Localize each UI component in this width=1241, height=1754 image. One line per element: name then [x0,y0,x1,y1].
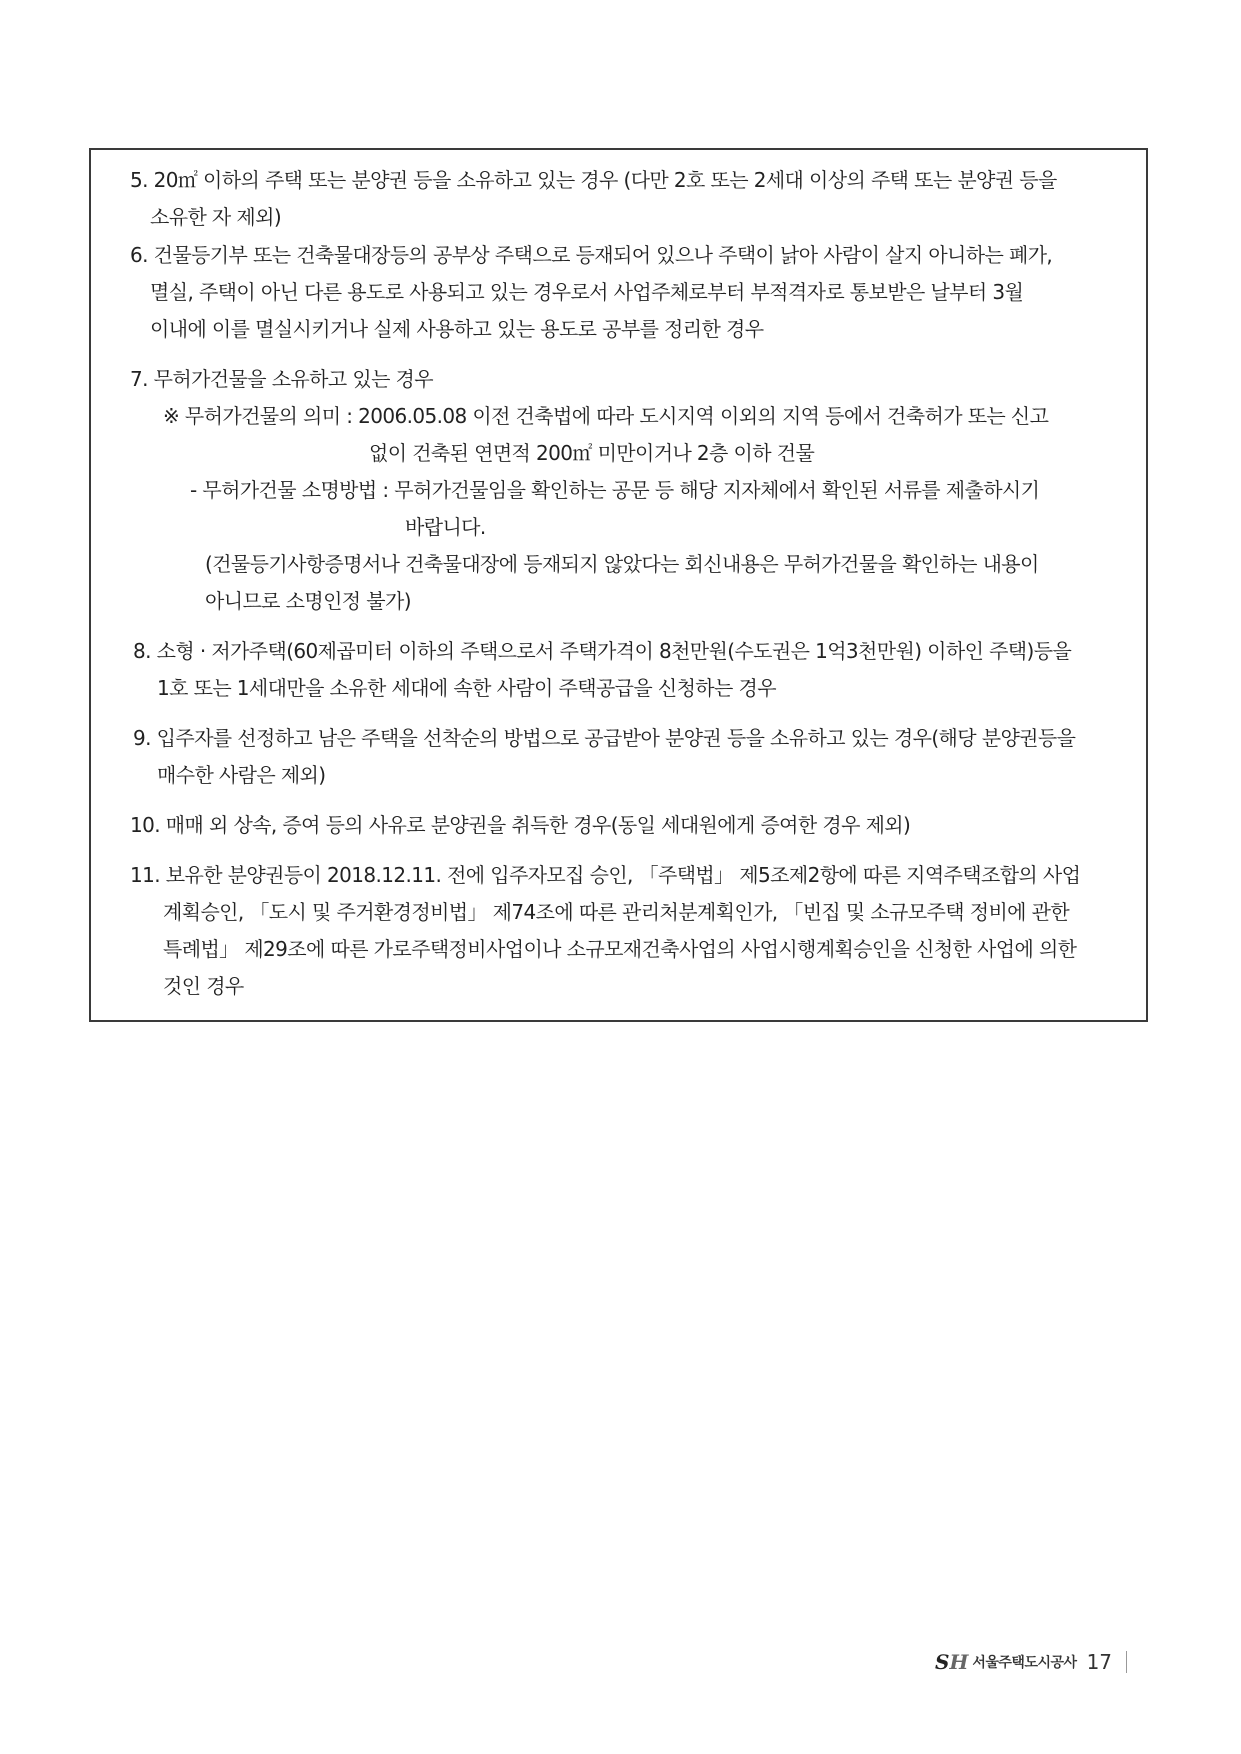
item-11-line-4: 것인 경우 [163,974,244,998]
item-6-line-2: 멸실, 주택이 아닌 다른 용도로 사용되고 있는 경우로서 사업주체로부터 부적격자로 통보받은 날부터 3월 [150,280,1024,304]
item-7-proof-line-1: - 무허가건물 소명방법 : 무허가건물임을 확인하는 공문 등 해당 지자체에서 확인된 서류를 제출하시기 [190,478,1040,502]
item-7-paren-line-1: (건물등기사항증명서나 건축물대장에 등재되지 않았다는 회신내용은 무허가건물을 확인하는 내용이 [205,552,1039,576]
item-8-line-2: 1호 또는 1세대만을 소유한 세대에 속한 사람이 주택공급을 신청하는 경우 [157,676,776,700]
organization-name: 서울주택도시공사 [972,1655,1077,1671]
item-7-paren-line-2: 아니므로 소명인정 불가) [205,589,411,613]
page-footer [935,1647,1127,1677]
item-5-line-1: 5. 20㎡ 이하의 주택 또는 분양권 등을 소유하고 있는 경우 (다만 2호 또는 2세대 이상의 주택 또는 분양권 등을 [130,168,1057,192]
item-11-line-2: 계획승인, 「도시 및 주거환경정비법」 제74조에 따른 관리처분계획인가, 「빈집 및 소규모주택 정비에 관한 [163,900,1070,924]
page-number: 17 [1086,1650,1113,1674]
item-7-note-line-2: 없이 건축된 연면적 200㎡ 미만이거나 2층 이하 건물 [369,441,815,465]
sh-logo: SH [935,1650,969,1674]
item-9-line-1: 9. 입주자를 선정하고 남은 주택을 선착순의 방법으로 공급받아 분양권 등을 소유하고 있는 경우(해당 분양권등을 [133,726,1076,750]
item-7-proof-line-2: 바랍니다. [405,515,486,539]
footer-divider [1126,1651,1127,1673]
item-11-line-1: 11. 보유한 분양권등이 2018.12.11. 전에 입주자모집 승인, 「주택법」 제5조제2항에 따른 지역주택조합의 사업 [130,863,1081,887]
item-7-note-line-1: ※ 무허가건물의 의미 : 2006.05.08 이전 건축법에 따라 도시지역 이외의 지역 등에서 건축허가 또는 신고 [163,404,1049,428]
item-11-line-3: 특례법」 제29조에 따른 가로주택정비사업이나 소규모재건축사업의 사업시행계획승인을 신청한 사업에 의한 [163,937,1077,961]
item-10-line-1: 10. 매매 외 상속, 증여 등의 사유로 분양권을 취득한 경우(동일 세대원에게 증여한 경우 제외) [130,813,911,837]
item-9-line-2: 매수한 사람은 제외) [157,763,326,787]
item-8-line-1: 8. 소형 · 저가주택(60제곱미터 이하의 주택으로서 주택가격이 8천만원(수도권은 1억3천만원) 이하인 주택)등을 [133,639,1072,663]
item-6-line-3: 이내에 이를 멸실시키거나 실제 사용하고 있는 용도로 공부를 정리한 경우 [150,317,764,341]
item-7-line-1: 7. 무허가건물을 소유하고 있는 경우 [130,367,433,391]
item-6-line-1: 6. 건물등기부 또는 건축물대장등의 공부상 주택으로 등재되어 있으나 주택이 낡아 사람이 살지 아니하는 폐가, [130,243,1053,267]
item-5-line-2: 소유한 자 제외) [150,205,282,229]
